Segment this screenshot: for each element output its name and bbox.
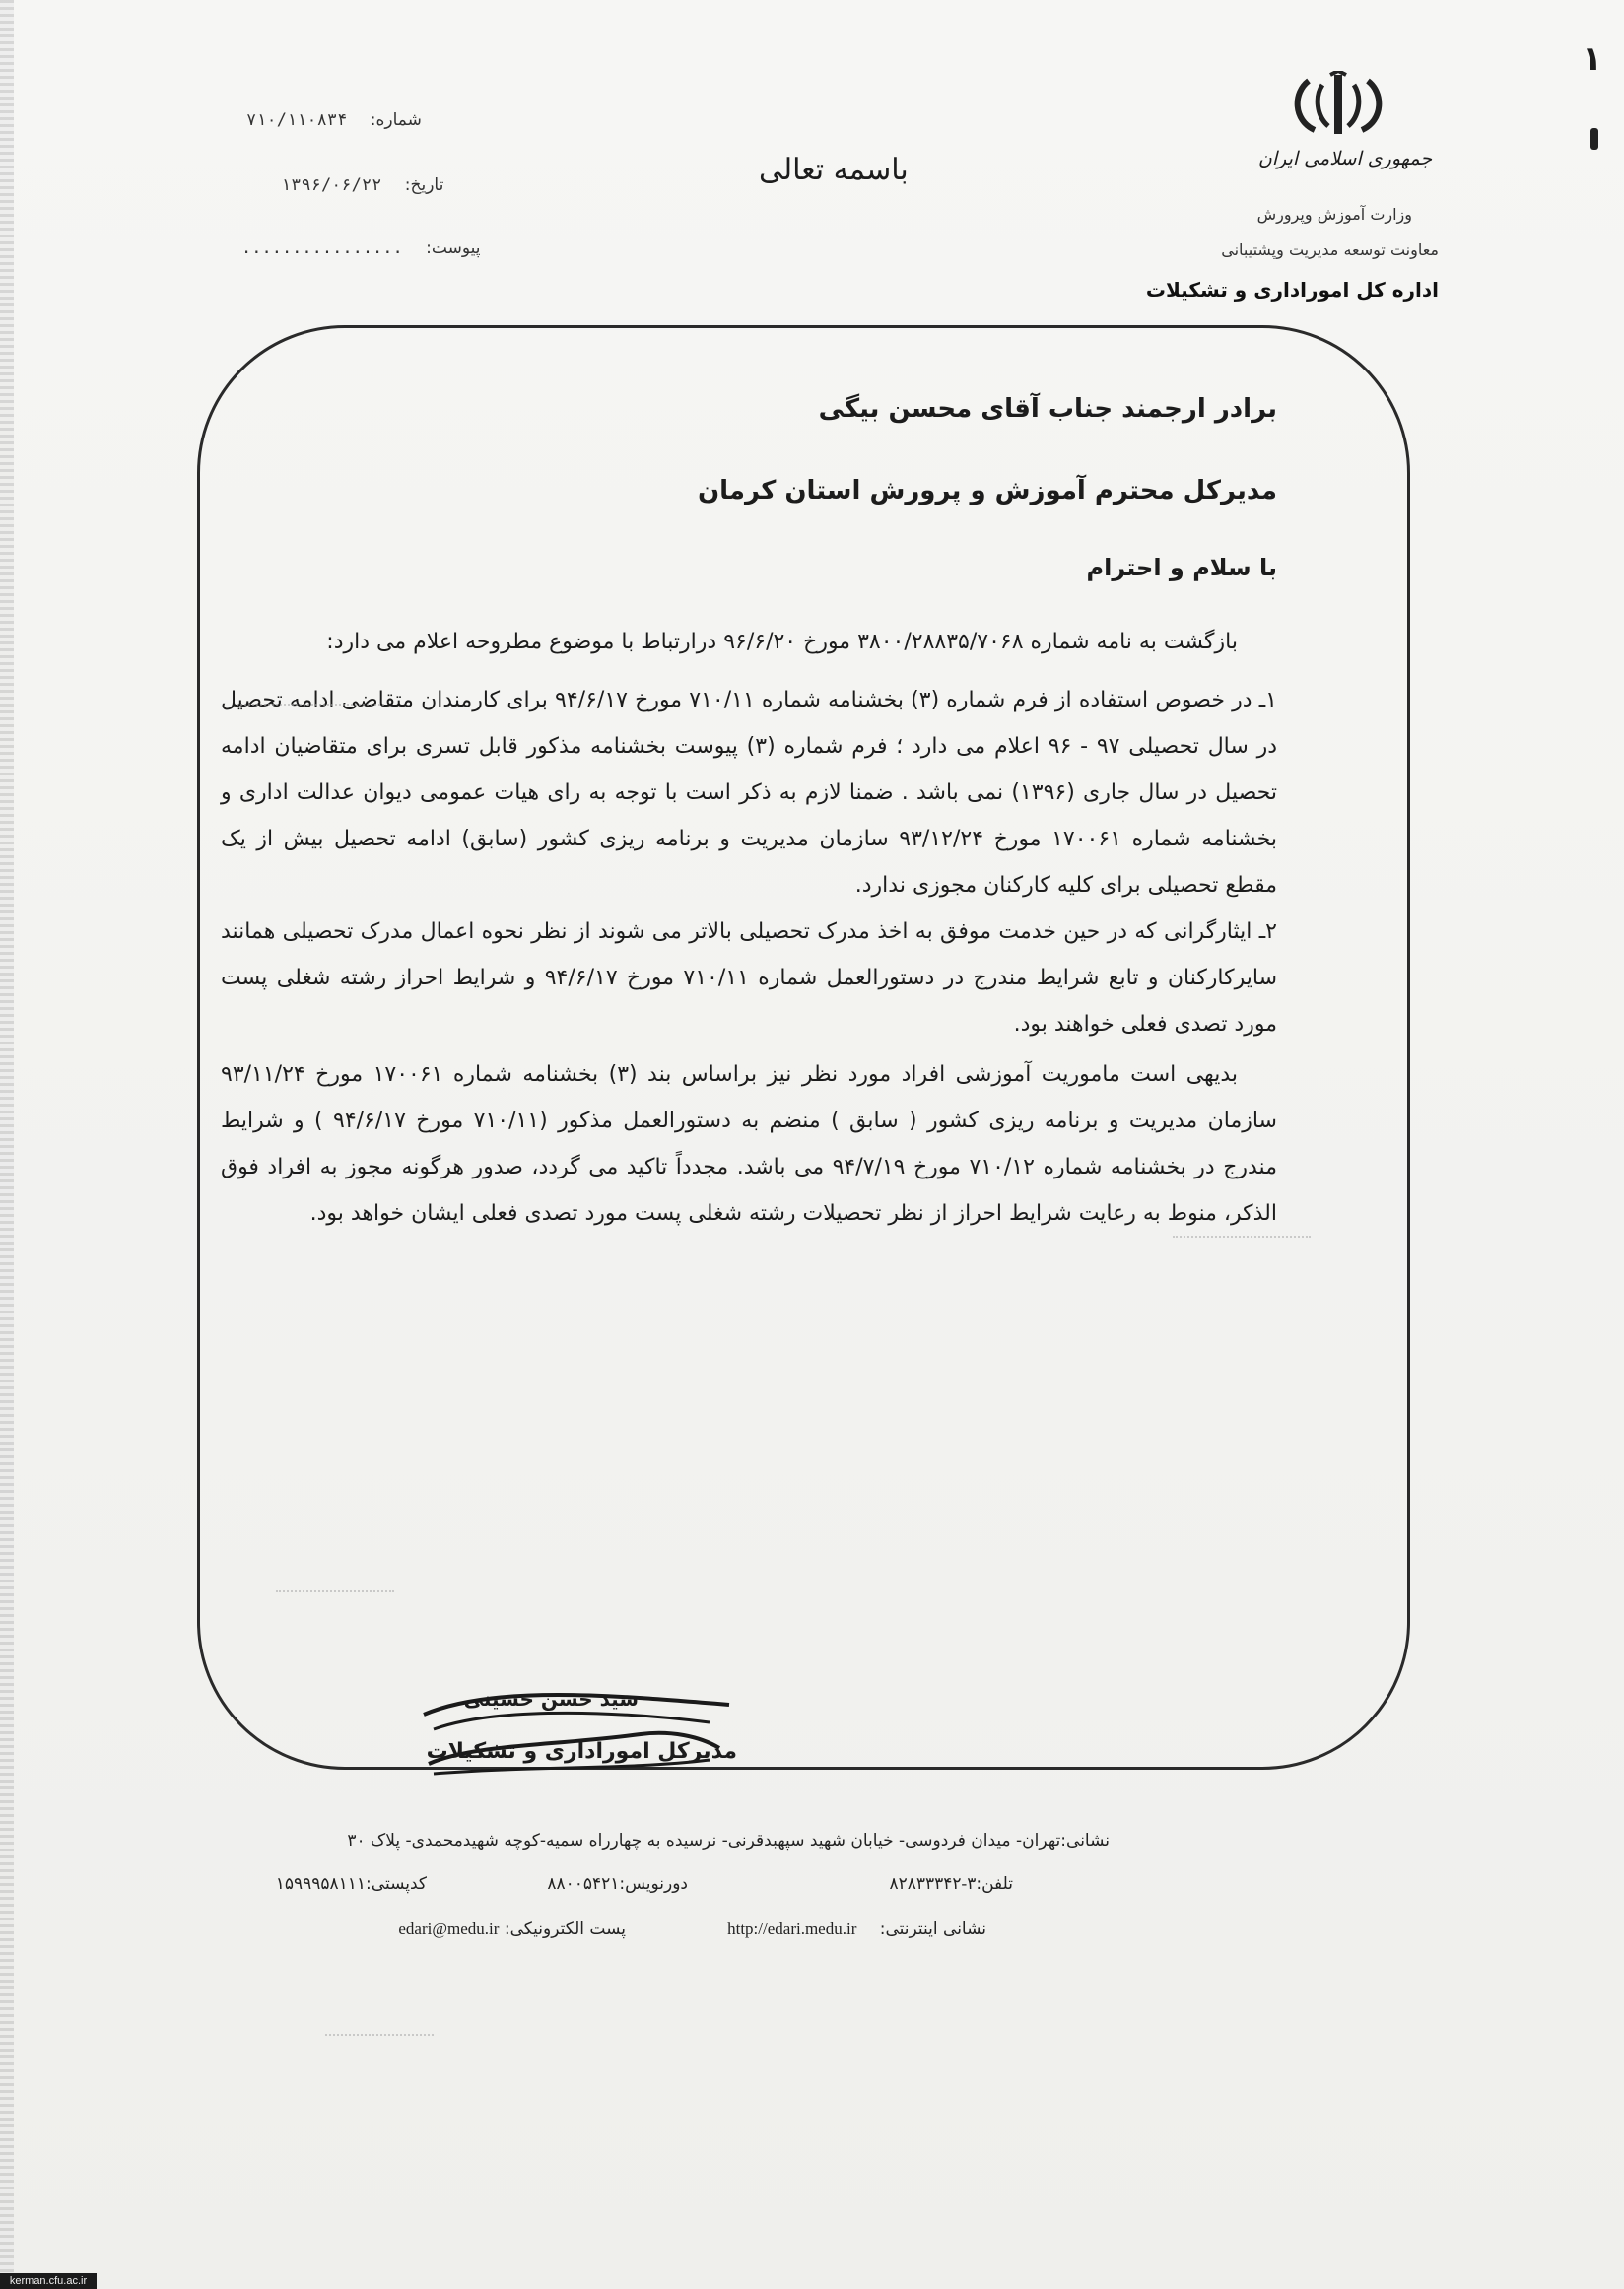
bleed-through-mark <box>276 1577 394 1592</box>
fax-label: دورنویس: <box>619 1874 688 1894</box>
attachment-label: پیوست: <box>426 238 481 258</box>
footer-web <box>727 1919 986 1939</box>
footer-postal <box>276 1874 427 1894</box>
postal-label: کدپستی: <box>366 1874 427 1894</box>
email-link[interactable]: edari@medu.ir <box>398 1919 500 1938</box>
attachment-value: ................ <box>241 238 403 258</box>
date-label: تاریخ: <box>404 175 444 195</box>
letter-number <box>246 110 422 130</box>
department-name: اداره کل اموراداری و تشکیلات <box>1145 278 1439 302</box>
number-value: ۷۱۰/۱۱۰۸۳۴ <box>246 110 348 130</box>
closing-paragraph: بدیهی است ماموریت آموزشی افراد مورد نظر نیز براساس بند (۳) بخشنامه شماره ۱۷۰۰۶۱ مورخ ۹۳/۱۱/۲۴ سازمان مدیریت و برنامه ریزی کشور ( سابق ) منضم به دستورالعمل مذکور (۷۱۰/۱۱ مورخ ۹۴/۶/۱۷ ) و شرایط مندرج در بخشنامه شماره ۷۱۰/۱۲ مورخ ۹۴/۷/۱۹ می باشد. مجدداً تاکید می گردد، صدور هرگونه مجوز به افراد فوق الذکر، منوط به رعایت شرایط احراز از نظر تحصیلات رشته شغلی پست مورد تصدی فعلی ایشان خواهد بود. <box>221 1062 1277 1226</box>
bismillah-heading: باسمه تعالی <box>759 153 909 187</box>
margin-mark: ۱ <box>1582 39 1602 79</box>
letter-body <box>221 619 1277 1237</box>
recipient-line-1: برادر ارجمند جناب آقای محسن بیگی <box>818 394 1277 424</box>
footer-email <box>398 1919 626 1939</box>
intro-paragraph: بازگشت به نامه شماره ۳۸۰۰/۲۸۸۳۵/۷۰۶۸ مورخ ۹۶/۶/۲۰ درارتباط با موضوع مطروحه اعلام می دارد: <box>326 630 1238 654</box>
email-label: پست الکترونیکی: <box>504 1919 626 1939</box>
web-label: نشانی اینترنتی: <box>879 1919 986 1939</box>
number-label: شماره: <box>370 110 422 130</box>
scan-edge <box>0 0 14 2289</box>
emblem-caption: جمهوری اسلامی ایران <box>1257 148 1433 169</box>
greeting: با سلام و احترام <box>1086 554 1277 581</box>
bleed-through-mark <box>325 2020 434 2036</box>
website-link[interactable]: http://edari.medu.ir <box>727 1919 857 1938</box>
ministry-name: وزارت آموزش وپرورش <box>1256 205 1412 224</box>
postal-value: ۱۵۹۹۹۵۸۱۱۱ <box>275 1874 367 1893</box>
bleed-through-mark <box>237 690 384 706</box>
footer-phone <box>890 1874 1014 1894</box>
iran-emblem-icon <box>1279 71 1397 140</box>
item-1-paragraph: ۱ـ در خصوص استفاده از فرم شماره (۳) بخشنامه شماره ۷۱۰/۱۱ مورخ ۹۴/۶/۱۷ برای کارمندان متقاضی ادامه تحصیل در سال تحصیلی ۹۷ - ۹۶ اعلام می دارد ؛ فرم شماره (۳) پیوست بخشنامه مذکور قابل تسری برای متقاضیان ادامه تحصیل در سال جاری (۱۳۹۶) نمی باشد . ضمنا لازم به ذکر است با توجه به رای هیات عمومی دیوان عدالت اداری و بخشنامه شماره ۱۷۰۰۶۱ مورخ ۹۳/۱۲/۲۴ سازمان مدیریت و برنامه ریزی کشور (سابق) ادامه تحصیل بیش از یک مقطع تحصیلی برای کلیه کارکنان مجوزی ندارد. <box>221 688 1277 898</box>
signer-title: مدیرکل اموراداری و تشکیلات <box>426 1739 737 1764</box>
item-2-paragraph: ۲ـ ایثارگرانی که در حین خدمت موفق به اخذ مدرک تحصیلی بالاتر می شوند از نظر نحوه اعمال مدرک تحصیلی همانند سایرکارکنان و تابع شرایط مندرج در دستورالعمل شماره ۷۱۰/۱۱ مورخ ۹۴/۶/۱۷ و شرایط احراز رشته شغلی پست مورد تصدی فعلی خواهند بود. <box>221 919 1278 1037</box>
phone-value: ۳-۸۲۸۳۳۳۴۲ <box>889 1874 977 1893</box>
footer-address: نشانی:تهران- میدان فردوسی- خیابان شهید سپهبدقرنی- نرسیده به چهارراه سمیه-کوچه شهیدمحمدی- پلاک ۳۰ <box>347 1831 1110 1851</box>
signer-name: سید حسن حسینی <box>463 1687 639 1711</box>
date-value: ۱۳۹۶/۰۶/۲۲ <box>281 175 382 195</box>
fax-value: ۸۸۰۰۵۴۲۱ <box>547 1874 620 1893</box>
margin-mark-dash <box>1590 128 1598 150</box>
recipient-line-2: مدیرکل محترم آموزش و پرورش استان کرمان <box>697 476 1277 505</box>
deputy-name: معاونت توسعه مدیریت وپشتیبانی <box>1221 240 1439 259</box>
watermark: kerman.cfu.ac.ir <box>0 2273 97 2289</box>
phone-label: تلفن: <box>976 1874 1013 1894</box>
letter-date <box>281 175 443 195</box>
letter-attachment <box>241 238 480 258</box>
footer-fax <box>547 1874 688 1894</box>
bleed-through-mark <box>1173 1222 1311 1238</box>
